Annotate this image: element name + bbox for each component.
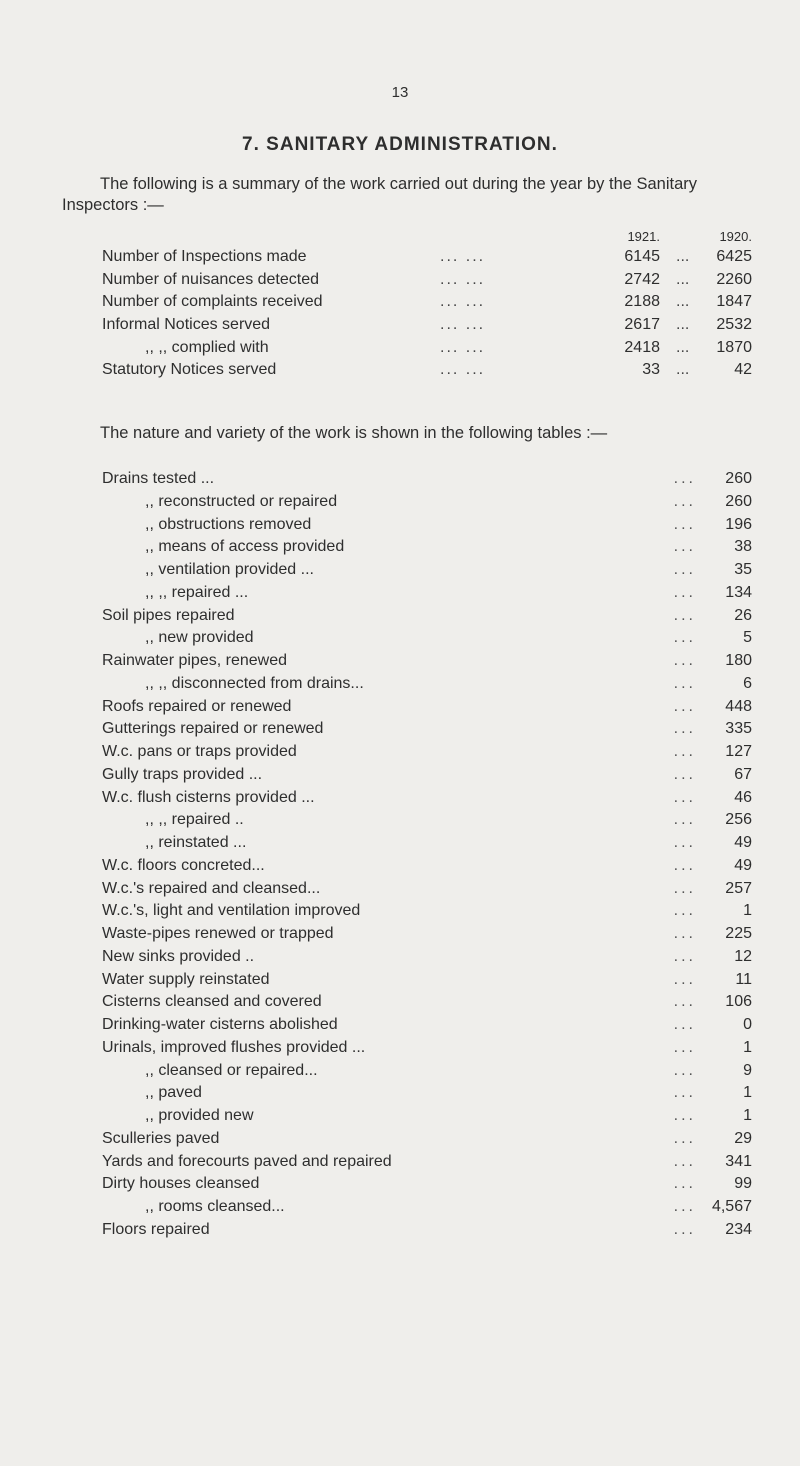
detail-row xyxy=(0,607,800,630)
detail-value: 106 xyxy=(725,993,752,1011)
leader-dots: ... xyxy=(673,652,696,669)
leader-dots: ... xyxy=(673,765,696,783)
leader-dots: ... xyxy=(673,583,696,601)
detail-value: 196 xyxy=(725,515,752,533)
detail-value: 341 xyxy=(725,1152,752,1170)
detail-value: 46 xyxy=(734,788,752,806)
detail-row xyxy=(0,720,800,743)
detail-label: Soil pipes repaired xyxy=(102,606,235,624)
detail-label: Dirty houses cleansed xyxy=(102,1175,260,1193)
detail-label: New sinks provided .. xyxy=(102,947,255,965)
detail-row xyxy=(0,1107,800,1130)
detail-label: Waste-pipes renewed or trapped xyxy=(102,925,334,942)
summary-value-1920: 1870 xyxy=(716,338,752,356)
leader-dots: ... ... xyxy=(440,361,486,379)
detail-row xyxy=(0,1175,800,1198)
detail-label: Water supply reinstated xyxy=(102,970,270,988)
detail-label: Drains tested ... xyxy=(102,470,215,487)
detail-value: 225 xyxy=(725,925,752,942)
detail-label: ,, rooms cleansed... xyxy=(145,1198,285,1215)
section-heading: 7. SANITARY ADMINISTRATION. xyxy=(242,134,558,155)
summary-label: ,, ,, complied with xyxy=(145,338,269,356)
leader-dots: ... xyxy=(673,697,696,715)
summary-label: Informal Notices served xyxy=(102,316,271,334)
detail-value: 99 xyxy=(734,1175,752,1193)
summary-value-1920: 2532 xyxy=(716,316,752,334)
detail-row xyxy=(0,1198,800,1221)
detail-value: 4,567 xyxy=(711,1198,752,1215)
leader-dots: ... xyxy=(676,361,690,379)
detail-value: 38 xyxy=(734,538,752,556)
detail-label: W.c. floors concreted... xyxy=(102,856,265,874)
detail-value: 134 xyxy=(725,583,752,601)
leader-dots: ... xyxy=(673,1175,696,1193)
leader-dots: ... xyxy=(673,515,696,533)
detail-label: ,, ventilation provided ... xyxy=(145,561,314,578)
leader-dots: ... xyxy=(673,1129,696,1147)
detail-row xyxy=(0,743,800,766)
detail-value: 448 xyxy=(725,697,752,715)
leader-dots: ... xyxy=(673,1061,696,1079)
leader-dots: ... xyxy=(676,270,690,288)
detail-row xyxy=(0,1130,800,1153)
leader-dots: ... xyxy=(673,834,696,851)
detail-row xyxy=(0,1153,800,1176)
detail-table xyxy=(0,470,800,1244)
detail-row xyxy=(0,948,800,971)
detail-row xyxy=(0,1062,800,1085)
detail-row xyxy=(0,834,800,857)
intro-paragraph: The following is a summary of the work carried out during the year by the Sanitary Inspectors :— xyxy=(62,175,698,214)
detail-label: ,, paved xyxy=(145,1084,202,1102)
detail-label: W.c.'s repaired and cleansed... xyxy=(102,879,321,897)
detail-row xyxy=(0,1016,800,1039)
detail-label: ,, reconstructed or repaired xyxy=(145,492,338,510)
leader-dots: ... xyxy=(673,902,696,920)
detail-label: ,, means of access provided xyxy=(145,538,345,556)
leader-dots: ... xyxy=(673,720,696,738)
detail-label: ,, obstructions removed xyxy=(145,515,312,533)
detail-label: ,, ,, repaired ... xyxy=(145,583,249,601)
detail-row xyxy=(0,584,800,607)
leader-dots: ... xyxy=(673,1152,696,1170)
summary-label: Statutory Notices served xyxy=(102,361,277,379)
detail-value: 5 xyxy=(743,629,752,647)
summary-row xyxy=(0,316,800,339)
detail-label: Sculleries paved xyxy=(102,1129,220,1147)
summary-value-1921: 2418 xyxy=(624,338,660,356)
detail-value: 257 xyxy=(725,879,752,897)
leader-dots: ... xyxy=(673,1107,696,1124)
leader-dots: ... xyxy=(673,1038,696,1056)
detail-value: 35 xyxy=(734,561,752,578)
detail-row xyxy=(0,811,800,834)
detail-label: ,, ,, repaired .. xyxy=(145,811,244,829)
detail-row xyxy=(0,857,800,880)
detail-label: Gutterings repaired or renewed xyxy=(102,720,324,738)
leader-dots: ... ... xyxy=(440,338,486,356)
intro-paragraph-2: The nature and variety of the work is shown in the following tables :— xyxy=(100,424,608,442)
detail-row xyxy=(0,561,800,584)
detail-row xyxy=(0,538,800,561)
detail-label: W.c. flush cisterns provided ... xyxy=(102,788,315,806)
leader-dots: ... ... xyxy=(440,248,486,265)
page-number: 13 xyxy=(391,84,409,101)
leader-dots: ... xyxy=(673,811,696,829)
summary-value-1920: 42 xyxy=(734,361,752,379)
summary-value-1920: 6425 xyxy=(716,248,752,265)
summary-value-1920: 2260 xyxy=(716,270,752,288)
summary-row xyxy=(0,248,800,271)
detail-label: Rainwater pipes, renewed xyxy=(102,652,287,669)
detail-value: 127 xyxy=(725,743,752,760)
detail-row xyxy=(0,993,800,1016)
detail-label: Floors repaired xyxy=(102,1220,210,1238)
detail-row xyxy=(0,902,800,925)
detail-label: ,, cleansed or repaired... xyxy=(145,1061,318,1079)
leader-dots: ... xyxy=(673,538,696,556)
detail-value: 9 xyxy=(743,1061,752,1079)
detail-value: 12 xyxy=(734,947,752,965)
detail-row xyxy=(0,516,800,539)
leader-dots: ... xyxy=(673,606,696,624)
leader-dots: ... xyxy=(673,492,696,510)
detail-row xyxy=(0,493,800,516)
summary-value-1921: 2617 xyxy=(624,316,660,334)
detail-label: Gully traps provided ... xyxy=(102,765,263,783)
detail-label: W.c. pans or traps provided xyxy=(102,743,297,760)
leader-dots: ... xyxy=(673,856,696,874)
detail-label: Urinals, improved flushes provided ... xyxy=(102,1038,366,1056)
detail-value: 11 xyxy=(735,970,752,988)
detail-value: 260 xyxy=(725,470,752,487)
leader-dots: ... xyxy=(673,674,696,692)
summary-value-1921: 2742 xyxy=(624,270,660,288)
detail-value: 260 xyxy=(725,492,752,510)
detail-row xyxy=(0,470,800,493)
detail-row xyxy=(0,652,800,675)
detail-row xyxy=(0,629,800,652)
detail-value: 234 xyxy=(725,1220,752,1238)
leader-dots: ... xyxy=(673,788,696,806)
leader-dots: ... xyxy=(673,1220,696,1238)
leader-dots: ... xyxy=(676,248,690,265)
leader-dots: ... xyxy=(673,1198,696,1215)
summary-row xyxy=(0,339,800,362)
leader-dots: ... xyxy=(673,1084,696,1102)
detail-value: 49 xyxy=(734,856,752,874)
leader-dots: ... xyxy=(673,561,696,578)
detail-label: ,, ,, disconnected from drains... xyxy=(145,674,364,692)
detail-row xyxy=(0,1039,800,1062)
summary-value-1921: 6145 xyxy=(624,248,660,265)
detail-row xyxy=(0,880,800,903)
detail-row xyxy=(0,789,800,812)
detail-row xyxy=(0,766,800,789)
detail-label: ,, reinstated ... xyxy=(145,834,247,851)
detail-row xyxy=(0,675,800,698)
leader-dots: ... xyxy=(673,970,696,988)
detail-value: 29 xyxy=(734,1129,752,1147)
detail-value: 335 xyxy=(725,720,752,738)
leader-dots: ... xyxy=(676,293,690,311)
detail-value: 1 xyxy=(743,1107,752,1124)
leader-dots: ... xyxy=(673,947,696,965)
summary-row xyxy=(0,271,800,294)
leader-dots: ... xyxy=(673,470,696,487)
detail-value: 26 xyxy=(734,606,752,624)
detail-value: 1 xyxy=(743,902,752,920)
detail-label: ,, provided new xyxy=(145,1107,254,1124)
leader-dots: ... ... xyxy=(440,293,486,311)
leader-dots: ... xyxy=(676,338,690,356)
detail-value: 0 xyxy=(743,1016,752,1033)
leader-dots: ... ... xyxy=(440,316,486,334)
detail-value: 256 xyxy=(725,811,752,829)
leader-dots: ... xyxy=(673,925,696,942)
summary-value-1920: 1847 xyxy=(716,293,752,311)
summary-label: Number of nuisances detected xyxy=(102,270,320,288)
detail-value: 180 xyxy=(725,652,752,669)
detail-row xyxy=(0,1221,800,1244)
summary-row xyxy=(0,361,800,384)
detail-row xyxy=(0,698,800,721)
leader-dots: ... xyxy=(673,1016,696,1033)
detail-row xyxy=(0,925,800,948)
detail-value: 1 xyxy=(743,1084,752,1102)
detail-value: 49 xyxy=(734,834,752,851)
detail-label: Cisterns cleansed and covered xyxy=(102,993,322,1011)
detail-label: Drinking-water cisterns abolished xyxy=(102,1016,338,1033)
detail-row xyxy=(0,1084,800,1107)
leader-dots: ... xyxy=(673,879,696,897)
detail-value: 6 xyxy=(743,674,752,692)
detail-label: ,, new provided xyxy=(145,629,254,647)
leader-dots: ... xyxy=(673,629,696,647)
leader-dots: ... xyxy=(673,993,696,1011)
detail-label: Roofs repaired or renewed xyxy=(102,697,292,715)
detail-row xyxy=(0,971,800,994)
summary-label: Number of Inspections made xyxy=(102,248,307,265)
summary-table xyxy=(0,248,800,384)
summary-value-1921: 2188 xyxy=(624,293,660,311)
summary-row xyxy=(0,293,800,316)
detail-label: W.c.'s, light and ventilation improved xyxy=(102,902,361,920)
summary-value-1921: 33 xyxy=(642,361,660,379)
leader-dots: ... xyxy=(676,316,690,334)
leader-dots: ... ... xyxy=(440,270,486,288)
detail-value: 67 xyxy=(734,765,752,783)
leader-dots: ... xyxy=(673,743,696,760)
detail-value: 1 xyxy=(743,1038,752,1056)
summary-label: Number of complaints received xyxy=(102,293,323,311)
detail-label: Yards and forecourts paved and repaired xyxy=(102,1152,392,1170)
